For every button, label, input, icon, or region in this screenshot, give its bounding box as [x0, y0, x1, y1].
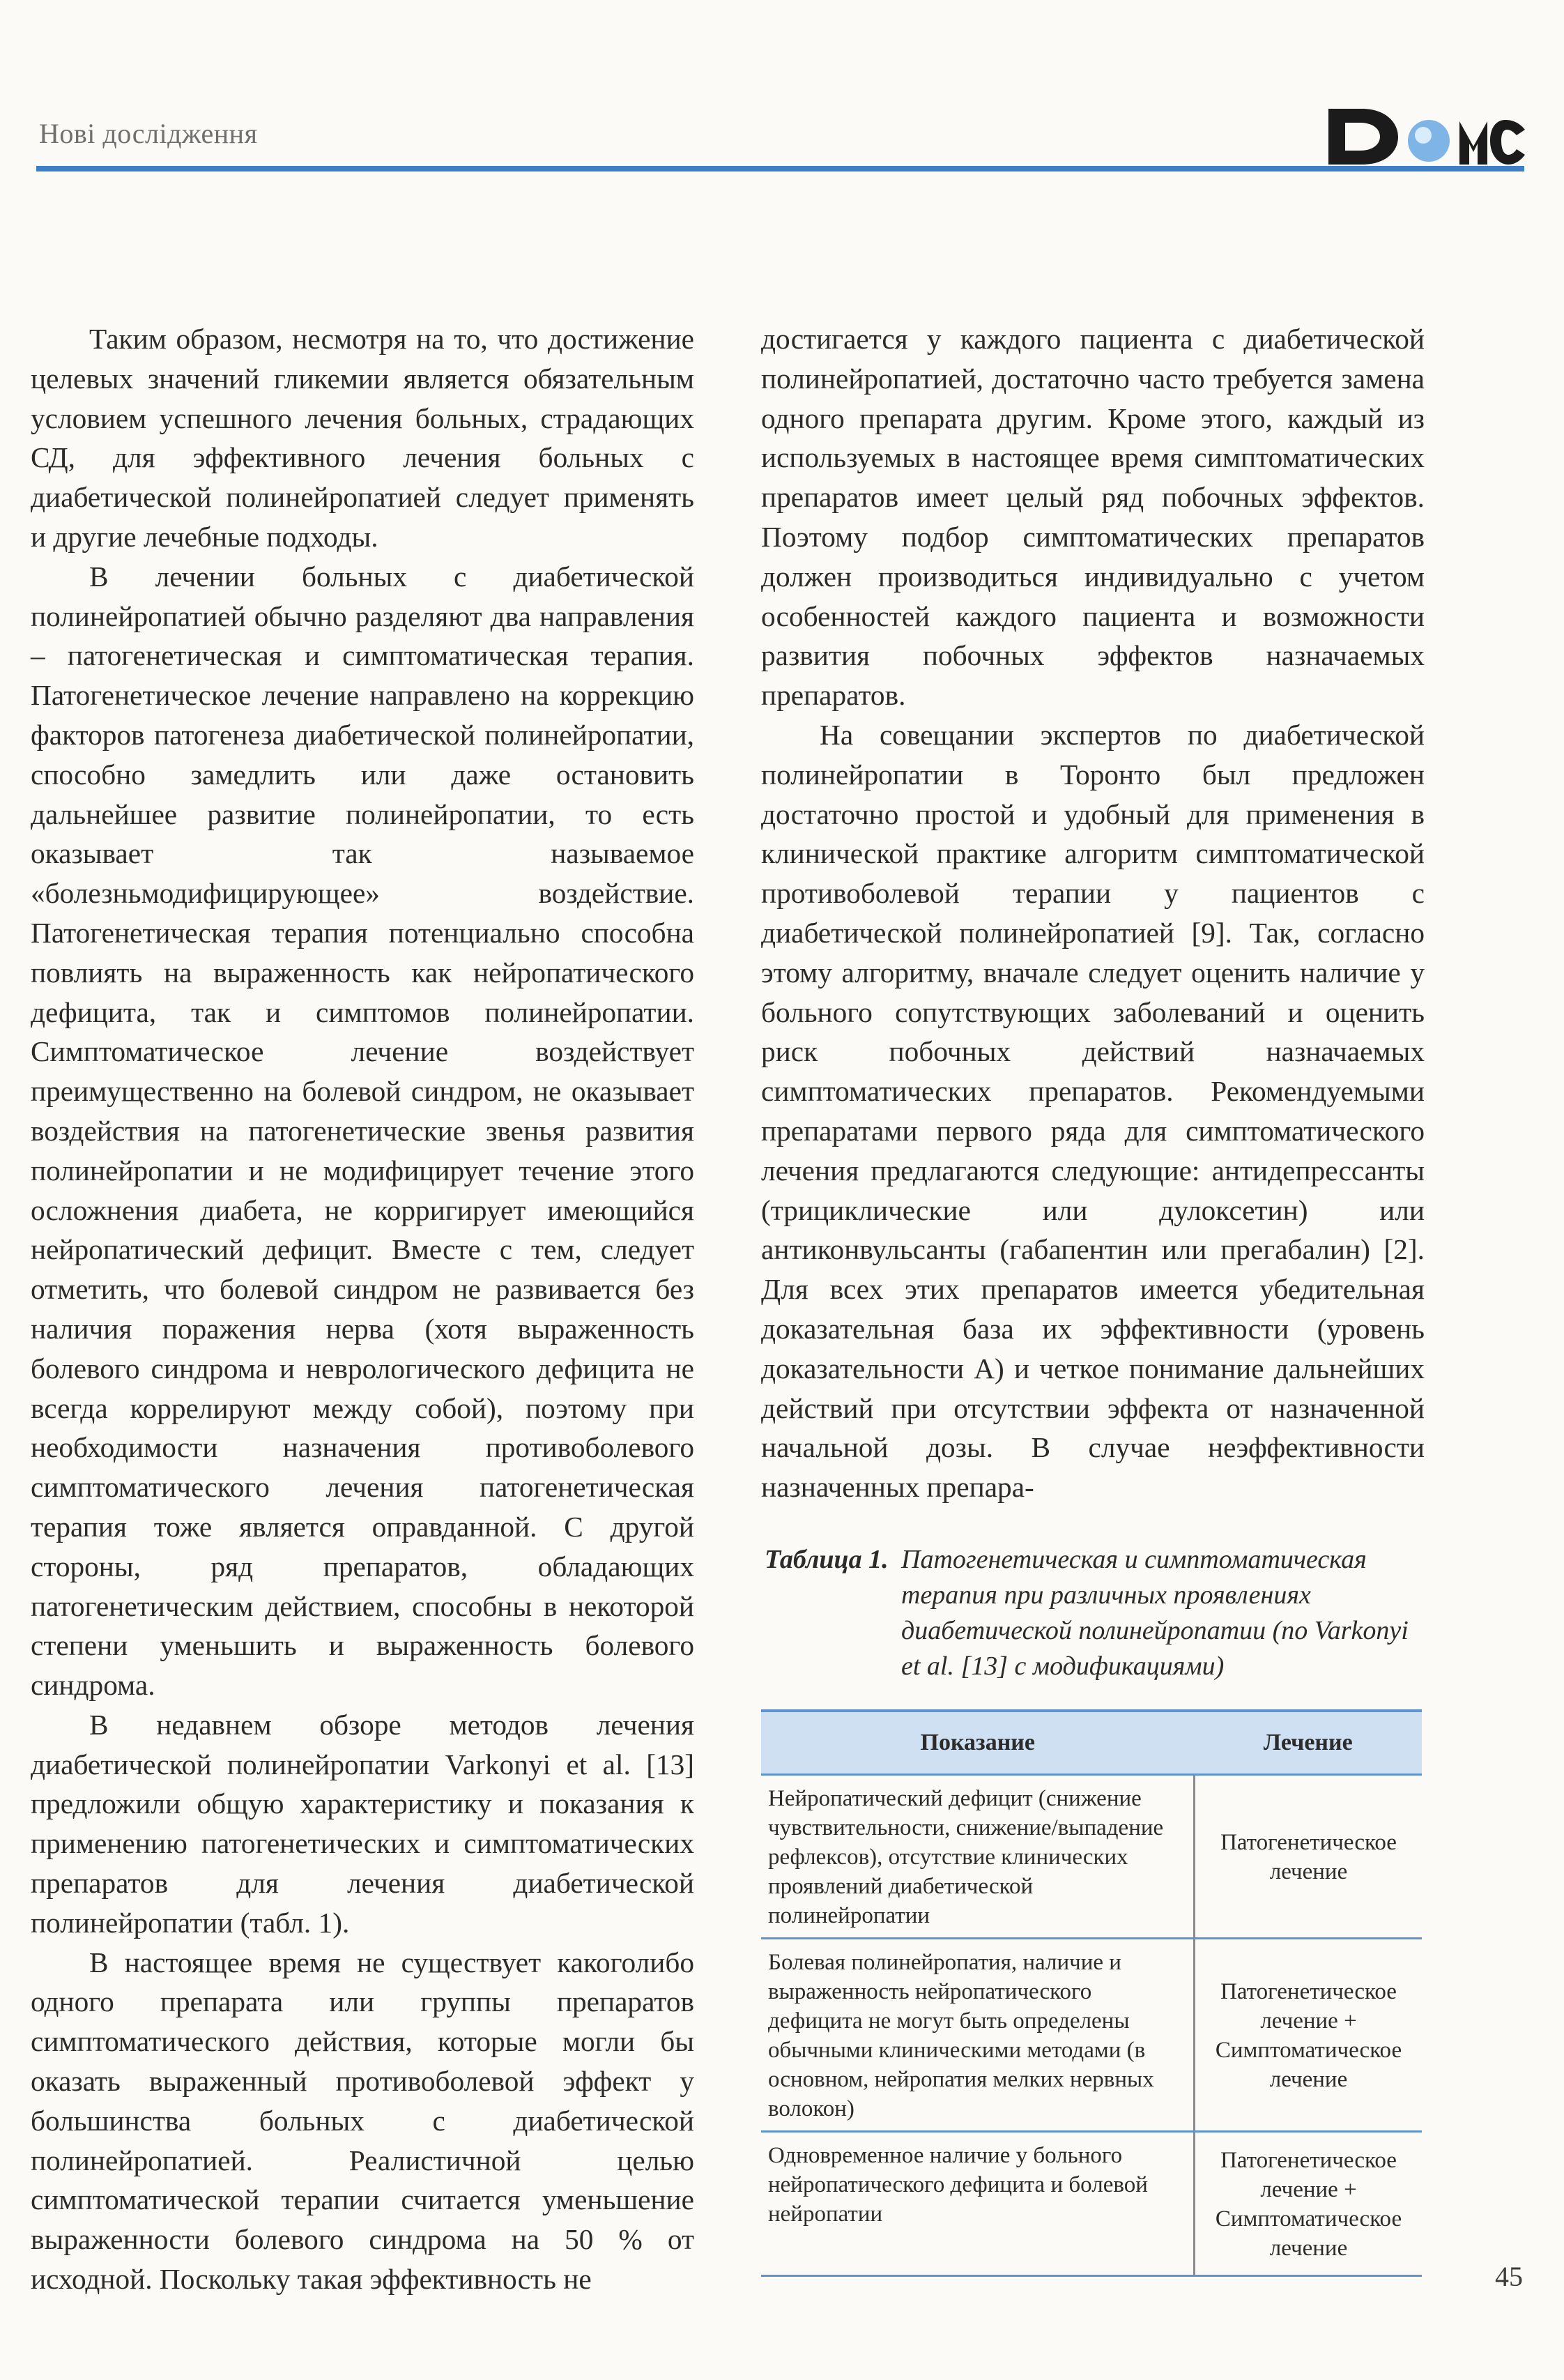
- table-cell-treatment: Патогенетическое лечение + Симптоматическое лечение: [1195, 2132, 1423, 2276]
- table-row: [761, 1939, 1422, 2132]
- table-cell-indication: Болевая полинейропатия, наличие и выраженность нейропатического дефицита не могут быть определены обычными клиническими методами (в основном, нейропатия мелких нервных волокон): [761, 1939, 1195, 2132]
- right-column: [761, 319, 1425, 1507]
- table-header-indication: Показание: [761, 1711, 1195, 1775]
- table-caption: [765, 1542, 1423, 1684]
- table-cell-treatment: Патогенетическое лечение: [1195, 1775, 1423, 1939]
- paragraph: На совещании экспертов по диабетической полинейропатии в Торонто был предложен достаточно простой и удобный для применения в клинической практике алгоритм симптоматической противоболевой терапии у пациентов с диабетической полинейропатией [9]. Так, согласно этому алгоритму, вначале следует оценить наличие у больного сопутствующих заболеваний и оценить риск побочных действий назначаемых симптоматических препаратов. Рекомендуемыми препаратами первого ряда для симптоматического лечения предлагаются следующие: антидепрессанты (трициклические или дулоксетин) или антиконвульсанты (габапентин или прегабалин) [2]. Для всех этих препаратов имеется убедительная доказательная база их эффективности (уровень доказательности А) и четкое понимание дальнейших действий при отсутствии эффекта от назначенной начальной дозы. В случае неэффективности назначенных препара-: [761, 718, 1425, 1504]
- table-header-treatment: Лечение: [1195, 1711, 1423, 1775]
- left-column: [31, 319, 694, 2299]
- table-caption-text: Патогенетическая и симптоматическая терапия при различных проявлениях диабетической полинейропатии (по Varkonyi et al. [13] с модификациями): [901, 1545, 1409, 1681]
- paragraph: Таким образом, несмотря на то, что достижение целевых значений гликемии является обязательным условием успешного лечения больных, страдающих СД, для эффективного лечения больных с диабетической полинейропатией следует применять и другие лечебные подходы.: [31, 323, 694, 553]
- header-rule: [36, 166, 1524, 171]
- paragraph: В настоящее время не существует какоголибо одного препарата или группы препаратов симптоматического действия, которые могли бы оказать выраженный противоболевой эффект у большинства больных с диабетической полинейропатией. Реалистичной целью симптоматической терапии считается уменьшение выраженности болевого синдрома на 50 % от исходной. Поскольку такая эффективность не: [31, 1946, 694, 2296]
- table-cell-indication: Нейропатический дефицит (снижение чувствительности, снижение/выпадение рефлексов), отсутствие клинических проявлений диабетической полинейропатии: [761, 1775, 1195, 1939]
- running-header-section: Нові дослідження: [39, 118, 258, 149]
- table-row: [761, 2132, 1422, 2276]
- journal-logo: [1326, 105, 1528, 167]
- paragraph: достигается у каждого пациента с диабетической полинейропатией, достаточно часто требуется замена одного препарата другим. Кроме этого, каждый из используемых в настоящее время симптоматических препаратов имеет целый ряд побочных эффектов. Поэтому подбор симптоматических препаратов должен производиться индивидуально с учетом особенностей каждого пациента и возможности развития побочных эффектов назначаемых препаратов.: [761, 323, 1425, 712]
- paragraph: В недавнем обзоре методов лечения диабетической полинейропатии Varkonyi et al. [13] предложили общую характеристику и показания к применению патогенетических и симптоматических препаратов для лечения диабетической полинейропатии (табл. 1).: [31, 1708, 694, 1939]
- table-header-row: [761, 1711, 1422, 1775]
- table-caption-label: Таблица 1.: [765, 1545, 889, 1574]
- paragraph: В лечении больных с диабетической полинейропатией обычно разделяют два направления – патогенетическая и симптоматическая терапия. Патогенетическое лечение направлено на коррекцию факторов патогенеза диабетической полинейропатии, способно замедлить или даже остановить дальнейшее развитие полинейропатии, то есть оказывает так называемое «болезньмодифицирующее» воздействие. Патогенетическая терапия потенциально способна повлиять на выраженность как нейропатического дефицита, так и симптомов полинейропатии. Симптоматическое лечение воздействует преимущественно на болевой синдром, не оказывает воздействия на патогенетические звенья развития полинейропатии и не модифицирует течение этого осложнения диабета, не корригирует имеющийся нейропатический дефицит. Вместе с тем, следует отметить, что болевой синдром не развивается без наличия поражения нерва (хотя выраженность болевого синдрома и неврологического дефицита не всегда коррелируют между собой), поэтому при необходимости назначения противоболевого симптоматического лечения патогенетическая терапия тоже является оправданной. С другой стороны, ряд препаратов, обладающих патогенетическим действием, способны в некоторой степени уменьшить и выраженность болевого синдрома.: [31, 560, 694, 1702]
- logo-mark-icon: [1326, 105, 1528, 167]
- indications-table: [761, 1709, 1422, 2277]
- table-row: [761, 1775, 1422, 1939]
- table-cell-indication: Одновременное наличие у больного нейропатического дефицита и болевой нейропатии: [761, 2132, 1195, 2276]
- page-number: 45: [1495, 2261, 1523, 2292]
- table-cell-treatment: Патогенетическое лечение + Симптоматическое лечение: [1195, 1939, 1423, 2132]
